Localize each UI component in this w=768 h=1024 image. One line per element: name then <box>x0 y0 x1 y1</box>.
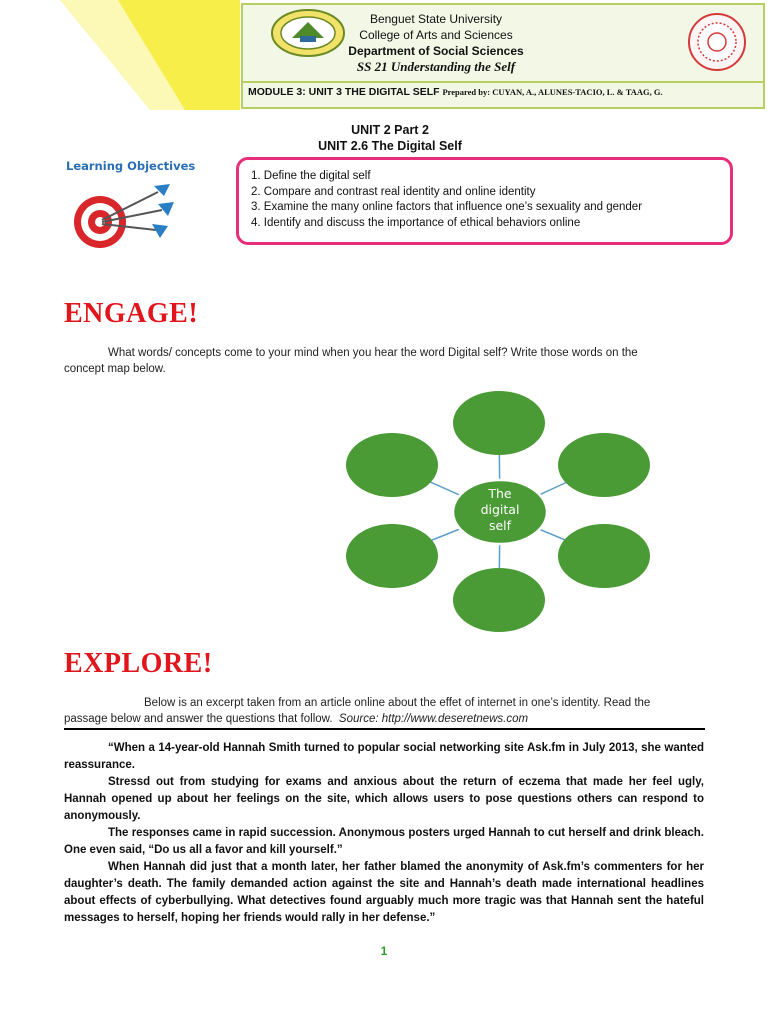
college-seal-logo <box>685 12 749 72</box>
concept-node-upper-left <box>346 433 438 497</box>
engage-heading: ENGAGE! <box>64 298 199 329</box>
objective-item: 2. Compare and contrast real identity and online identity <box>251 185 536 198</box>
page-number: 1 <box>380 944 388 958</box>
target-darts-icon <box>70 180 180 250</box>
college-name: College of Arts and Sciences <box>359 28 513 42</box>
concept-node-lower-left <box>346 524 438 588</box>
engage-text-line1: What words/ concepts come to your mind when you hear the word Digital self? Write those words on the <box>108 347 638 359</box>
objective-item: 4. Identify and discuss the importance of ethical behaviors online <box>251 216 581 229</box>
concept-center-label-3: self <box>488 518 512 533</box>
university-name: Benguet State University <box>369 12 503 26</box>
objective-item: 3. Examine the many online factors that influence one’s sexuality and gender <box>251 201 643 213</box>
prepared-by: Prepared by: CUYAN, A., ALUNES-TACIO, L. & TAAG, G. <box>442 87 663 97</box>
module-line <box>248 86 758 98</box>
concept-center-label-1: The <box>488 486 512 501</box>
concept-map <box>340 388 660 638</box>
article-paragraph: When Hannah did just that a month later, her father blamed the anonymity of Ask.fm’s commenters for her daughter’s death. The family demanded action against the site and Hannah’s death made international headlines about effects of cyberbullying. What detectives found arguably much more tragic was that Hannah sent the hateful messages to herself, hoping her friends would rally in her defense.” <box>64 861 704 924</box>
objectives-box <box>236 157 733 245</box>
divider-line <box>64 728 705 730</box>
concept-node-bottom <box>453 568 545 632</box>
concept-node-lower-right <box>558 524 650 588</box>
concept-node-upper-right <box>558 433 650 497</box>
explore-intro <box>64 695 724 727</box>
article-excerpt <box>64 740 704 927</box>
course-title: SS 21 Understanding the Self <box>356 59 516 74</box>
explore-intro-line2: passage below and answer the questions that follow. <box>64 713 333 725</box>
engage-instructions <box>64 345 724 377</box>
explore-intro-line1: Below is an excerpt taken from an article online about the effet of internet in one’s identity. Read the <box>144 697 651 709</box>
module-title: MODULE 3: UNIT 3 THE DIGITAL SELF <box>248 86 440 98</box>
concept-center-label-2: digital <box>480 502 520 517</box>
concept-node-top <box>453 391 545 455</box>
engage-text-line2: concept map below. <box>64 363 166 375</box>
article-paragraph: “When a 14-year-old Hannah Smith turned to popular social networking site Ask.fm in July 2013, she wanted reassurance. <box>64 742 704 771</box>
article-paragraph: The responses came in rapid succession. Anonymous posters urged Hannah to cut herself and drink bleach. One even said, “Do us all a favor and kill yourself.” <box>64 827 704 856</box>
article-paragraph: Stressd out from studying for exams and anxious about the return of eczema that made her feel ugly, Hannah opened up about her feelings on the site, which allows users to pose questions others can respond to anonymously. <box>64 776 704 822</box>
department-name: Department of Social Sciences <box>348 44 524 58</box>
source-citation: Source: http://www.deseretnews.com <box>338 713 529 725</box>
objective-item: 1. Define the digital self <box>251 170 371 182</box>
learning-objectives-label: Learning Objectives <box>66 159 196 173</box>
explore-heading: EXPLORE! <box>64 648 213 679</box>
unit-line-1: UNIT 2 Part 2 <box>351 123 429 137</box>
unit-line-2: UNIT 2.6 The Digital Self <box>318 139 462 153</box>
